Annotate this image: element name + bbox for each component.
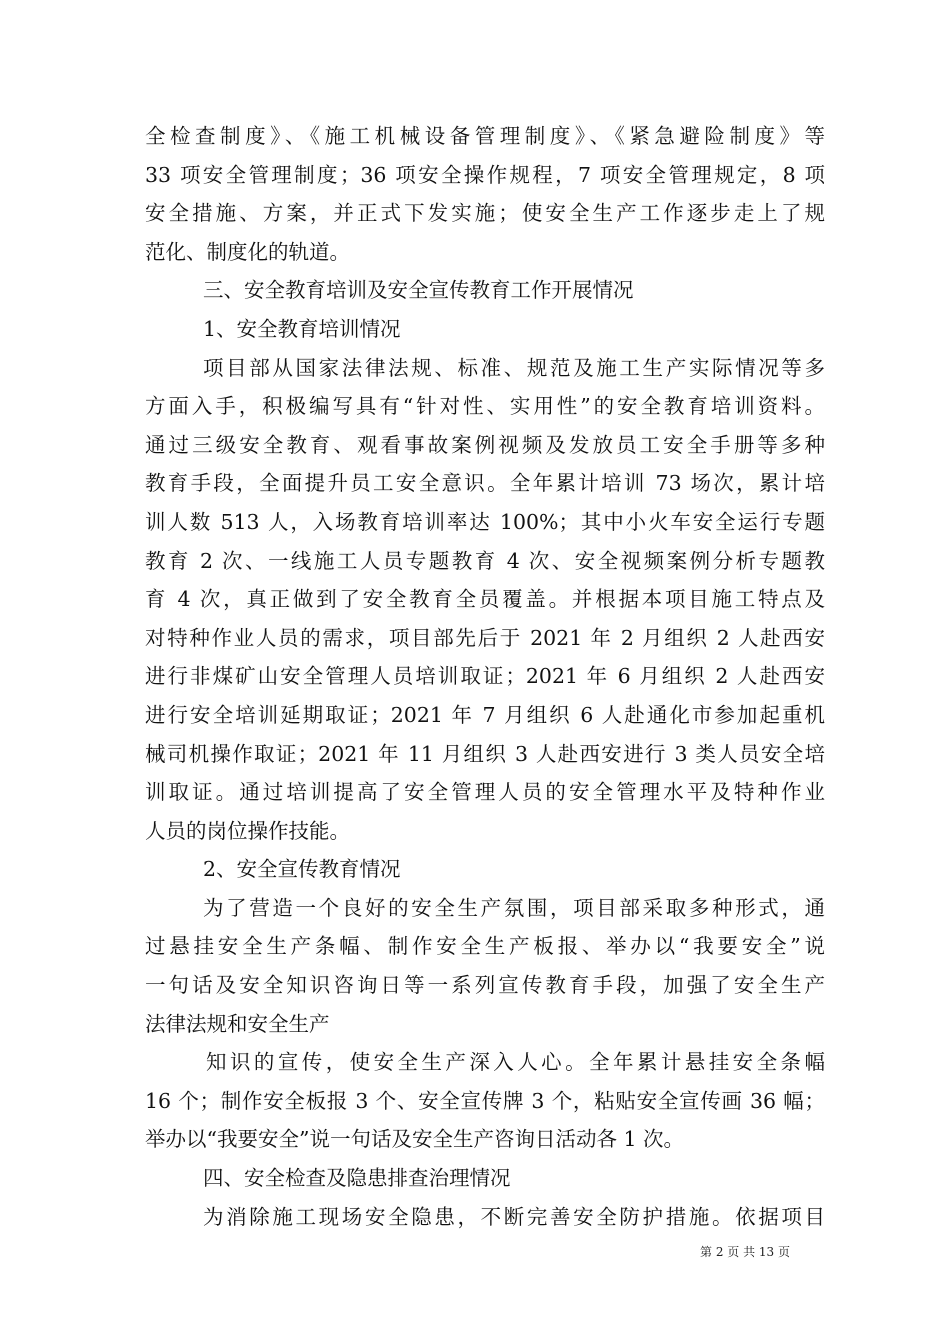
subsection-heading: 1、安全教育培训情况 [203, 316, 401, 341]
text-line: 械司机操作取证；2021 年 11 月组织 3 人赴西安进行 3 类人员安全培 [145, 741, 825, 766]
text-line: 一句话及安全知识咨询日等一系列宣传教育手段，加强了安全生产 [145, 973, 825, 998]
text-line: 人员的岗位操作技能。 [145, 818, 350, 843]
document-body [145, 117, 825, 1236]
text-line: 教育 2 次、一线施工人员专题教育 4 次、安全视频案例分析专题教 [145, 548, 825, 573]
text-line: 举办以“我要安全”说一句话及安全生产咨询日活动各 1 次。 [145, 1127, 685, 1152]
text-line: 训取证。通过培训提高了安全管理人员的安全管理水平及特种作业 [145, 780, 825, 805]
text-line: 进行安全培训延期取证；2021 年 7 月组织 6 人赴通化市参加起重机 [145, 702, 825, 727]
text-line: 范化、制度化的轨道。 [145, 239, 350, 264]
paragraph-first-line: 项目部从国家法律法规、标准、规范及施工生产实际情况等多 [203, 355, 825, 380]
section-heading: 四、安全检查及隐患排查治理情况 [203, 1166, 511, 1191]
text-line: 教育手段，全面提升员工安全意识。全年累计培训 73 场次，累计培 [145, 471, 825, 496]
text-line: 进行非煤矿山安全管理人员培训取证；2021 年 6 月组织 2 人赴西安 [145, 664, 825, 689]
page-number-footer: 第 2 页 共 13 页 [700, 1245, 790, 1259]
text-line: 通过三级安全教育、观看事故案例视频及发放员工安全手册等多种 [145, 432, 825, 457]
text-line: 方面入手，积极编写具有“针对性、实用性”的安全教育培训资料。 [145, 394, 825, 419]
subsection-heading: 2、安全宣传教育情况 [203, 857, 401, 882]
paragraph-first-line: 知识的宣传，使安全生产深入人心。全年累计悬挂安全条幅 [206, 1050, 825, 1075]
text-line: 对特种作业人员的需求，项目部先后于 2021 年 2 月组织 2 人赴西安 [145, 625, 825, 650]
text-line: 安全措施、方案，并正式下发实施；使安全生产工作逐步走上了规 [145, 201, 825, 226]
section-heading: 三、安全教育培训及安全宣传教育工作开展情况 [203, 278, 634, 303]
text-line: 训人数 513 人，入场教育培训率达 100%；其中小火车安全运行专题 [145, 509, 825, 534]
text-line: 育 4 次，真正做到了安全教育全员覆盖。并根据本项目施工特点及 [145, 587, 825, 612]
paragraph-first-line: 为了营造一个良好的安全生产氛围，项目部采取多种形式，通 [203, 895, 825, 920]
text-line: 33 项安全管理制度；36 项安全操作规程，7 项安全管理规定，8 项 [145, 162, 825, 187]
text-line: 全检查制度》、《施工机械设备管理制度》、《紧急避险制度》等 [145, 124, 825, 148]
paragraph-first-line: 为消除施工现场安全隐患，不断完善安全防护措施。依据项目 [203, 1204, 825, 1229]
text-line: 16 个；制作安全板报 3 个、安全宣传牌 3 个，粘贴安全宣传画 36 幅； [145, 1088, 825, 1113]
text-line: 过悬挂安全生产条幅、制作安全生产板报、举办以“我要安全”说 [145, 934, 825, 959]
text-line: 法律法规和安全生产 [145, 1011, 330, 1036]
